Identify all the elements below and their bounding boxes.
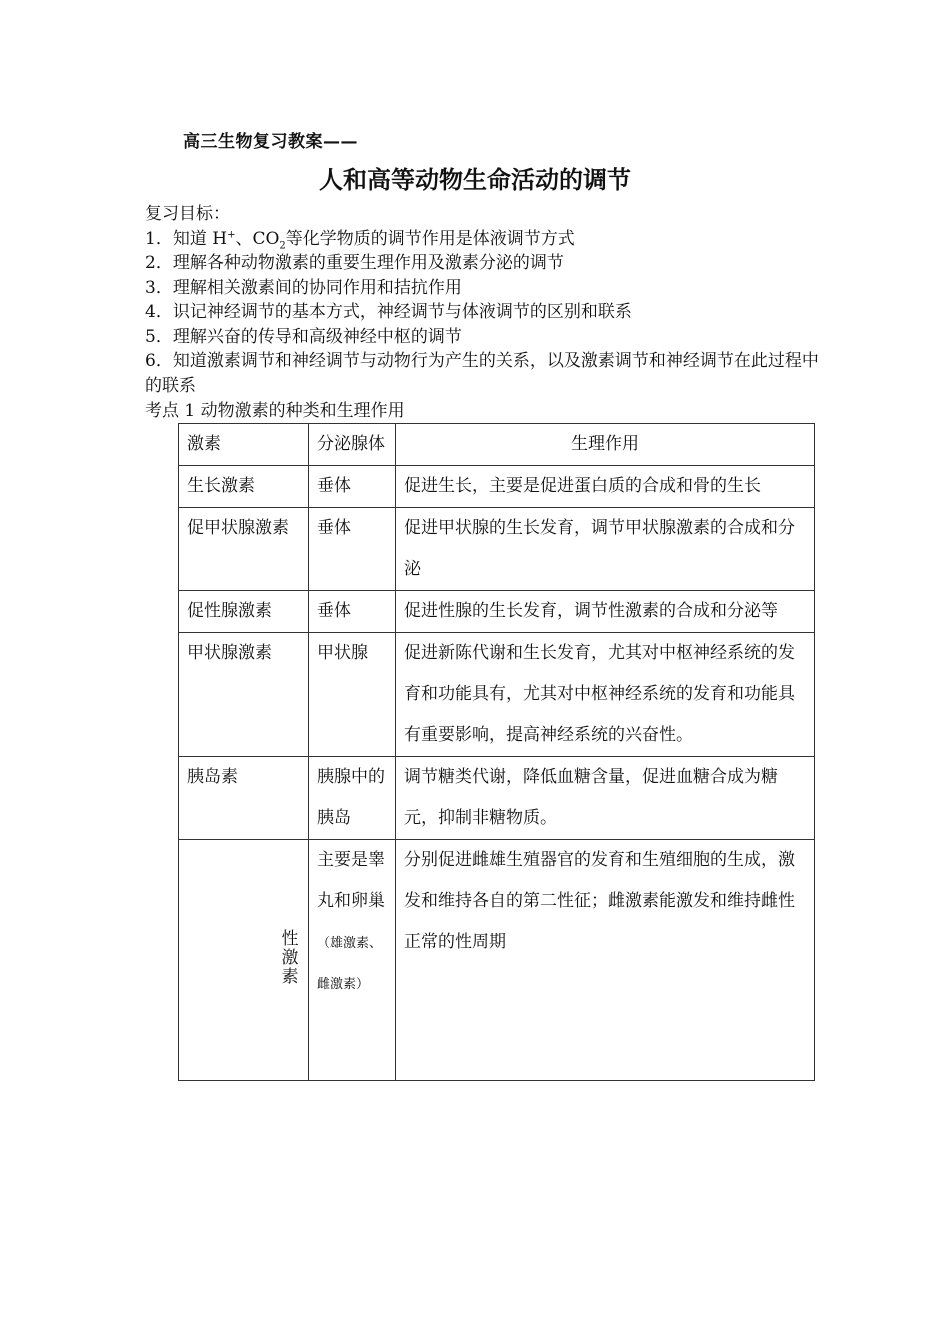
subscript-2: 2 [279,239,286,251]
cell-effect: 调节糖类代谢，降低血糖含量，促进血糖合成为糖元，抑制非糖物质。 [396,757,815,840]
objective-item-4 [145,300,825,325]
cell-effect: 促进甲状腺的生长发育，调节甲状腺激素的合成和分泌 [396,508,815,591]
cell-effect: 分别促进雌雄生殖器官的发育和生殖细胞的生成，激发和维持各自的第二性征；雌激素能激发和维持雌性正常的性周期 [396,840,815,1081]
table-row [179,633,815,757]
objective-item-6 [145,349,825,398]
cell-hormone: 生长激素 [179,466,309,508]
cell-gland: 垂体 [309,508,396,591]
objective-item-1 [145,227,825,252]
cell-effect: 促进生长，主要是促进蛋白质的合成和骨的生长 [396,466,815,508]
cell-hormone: 促甲状腺激素 [179,508,309,591]
objective-number: 4． [145,302,173,322]
section-title: 考点 1 动物激素的种类和生理作用 [145,401,405,421]
objective-text: 理解各种动物激素的重要生理作用及激素分泌的调节 [172,253,564,273]
hormone-table [178,423,815,1081]
table-row [179,591,815,633]
objective-item-2 [145,251,825,276]
cell-gland [309,840,396,1081]
cell-gland: 垂体 [309,591,396,633]
objective-text: 理解相关激素间的协同作用和拮抗作用 [172,277,462,298]
objective-item-5 [145,325,825,350]
header-hormone: 激素 [179,424,309,466]
cell-gland: 垂体 [309,466,396,508]
cell-effect: 促进性腺的生长发育，调节性激素的合成和分泌等 [396,591,815,633]
sex-hormone-vertical-label: 性激素 [281,929,299,987]
cell-gland: 胰腺中的胰岛 [309,757,396,840]
cell-hormone: 促性腺激素 [179,591,309,633]
objective-text: 、CO [235,228,280,249]
table-row [179,757,815,840]
cell-effect: 促进新陈代谢和生长发育，尤其对中枢神经系统的发育和功能具有，尤其对中枢神经系统的发育和功能具有重要影响，提高神经系统的兴奋性。 [396,633,815,757]
document-header: 高三生物复习教案—— [183,132,358,152]
objective-text: 理解兴奋的传导和高级神经中枢的调节 [172,326,462,347]
document-title: 人和高等动物生命活动的调节 [319,166,631,194]
objective-text: 识记神经调节的基本方式，神经调节与体液调节的区别和联系 [172,302,632,322]
table-row-sex-hormone [179,840,815,1081]
objective-number: 2． [145,253,173,273]
cell-hormone: 甲状腺激素 [179,633,309,757]
cell-hormone: 胰岛素 [179,757,309,840]
gland-main-text: 主要是睾丸和卵巢 [317,850,385,911]
objective-text: 等化学物质的调节作用是体液调节方式 [285,228,575,249]
objective-text: 知道 H [172,228,228,249]
objectives-section [145,202,825,398]
cell-gland: 甲状腺 [309,633,396,757]
objective-number: 6． [145,351,173,371]
table-row [179,466,815,508]
objective-text: 知道激素调节和神经调节与动物行为产生的关系，以及激素调节和神经调节在此过程中的联系 [145,351,819,396]
gland-note-text: （雄激素、雌激素） [317,936,383,992]
cell-hormone [179,840,309,1081]
objective-item-3 [145,276,825,301]
header-gland: 分泌腺体 [309,424,396,466]
objectives-label: 复习目标： [145,204,230,224]
objective-number: 3． [145,277,173,298]
objective-number: 1． [145,228,173,249]
header-effect: 生理作用 [396,424,815,466]
table-header-row [179,424,815,466]
superscript-plus: + [227,228,236,240]
table-row [179,508,815,591]
objective-number: 5． [145,326,173,347]
